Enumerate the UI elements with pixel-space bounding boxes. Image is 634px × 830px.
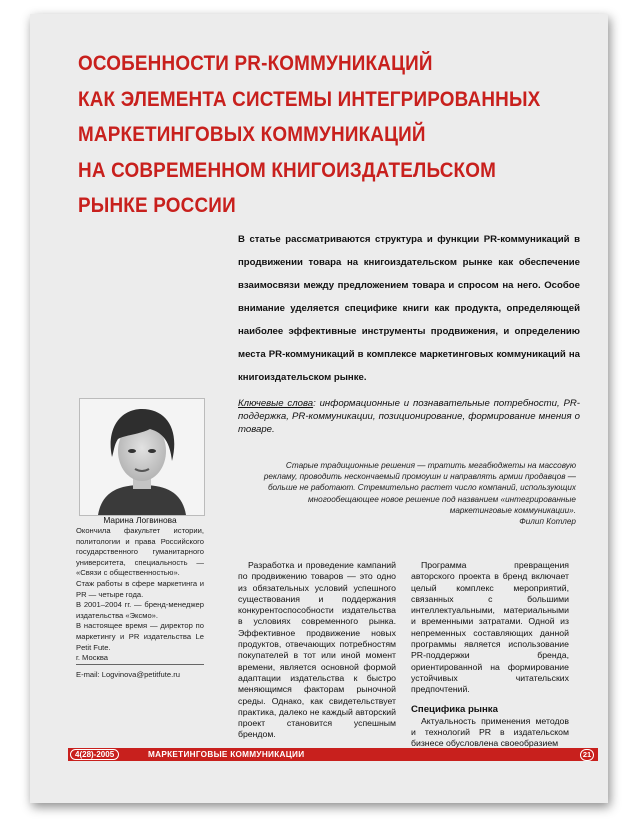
author-bio xyxy=(76,526,204,664)
author-portrait-image xyxy=(80,399,204,515)
issue-number: 4(28)-2005 xyxy=(70,749,119,760)
title-line: РЫНКЕ РОССИИ xyxy=(78,194,236,217)
author-name: Марина Логвинова xyxy=(103,515,177,525)
body-column-1 xyxy=(238,560,396,741)
paragraph: Программа превращения авторского проекта в бренд включает целый комплекс мероприятий, связанных с большими интеллектуальными, материальными и временными затратами. Одной из непременных составляющих данной программы является использование PR-поддержки бренда, ориентированной на формирование устойчивых читательских предпочтений. xyxy=(411,560,569,695)
abstract: В статье рассматриваются структура и функции PR-коммуникаций в продвижении товара на книгоиздательском рынке как обеспечение взаимосвязи между предложением товара и спросом на него. Особое внимание уделяется специфике книги как продукта, определяющей наиболее эффективные инструменты продвижения, и определению места PR-коммуникаций в комплексе маркетинговых коммуникаций на книгоиздательском рынке. xyxy=(238,234,580,383)
article-title xyxy=(78,46,546,224)
bio-line: Стаж работы в сфере маркетинга и PR — четыре года. xyxy=(76,578,204,599)
magazine-page xyxy=(30,14,608,803)
keywords-text: : информационные и познавательные потребности, PR-поддержка, PR-коммуникации, позиционирование, формирование мнения о товаре. xyxy=(238,398,580,435)
keywords-label: Ключевые слова xyxy=(238,398,314,409)
epigraph-text: Старые традиционные решения — тратить мегабюджеты на массовую рекламу, проводить нескончаемый промоушн и направлять армии продавцов — больше не работают. Стремительно растет число компаний, использующих многообещающее новое решение под названием «интегрированные маркетинговые коммуникации». xyxy=(263,461,576,515)
epigraph-author: Филип Котлер xyxy=(519,517,576,527)
keywords xyxy=(238,397,580,436)
body-column-2 xyxy=(411,560,569,750)
bio-line: В настоящее время — директор по маркетингу и PR издательства Le Petit Fute. xyxy=(76,621,204,652)
bio-divider xyxy=(76,664,204,665)
footer-bar xyxy=(68,748,598,761)
page-number: 21 xyxy=(580,749,594,761)
bio-line: В 2001–2004 гг. — бренд-менеджер издательства «Эксмо». xyxy=(76,600,204,620)
bio-line: г. Москва xyxy=(76,653,108,663)
author-photo xyxy=(79,398,205,516)
title-line: МАРКЕТИНГОВЫХ КОММУНИКАЦИЙ xyxy=(78,123,426,146)
bio-line: Окончила факультет истории, политологии и права Российского государственного гуманитарного университета, специальность — «Связи с общественностью». xyxy=(76,526,204,578)
paragraph: Актуальность применения методов и технологий PR в издательском бизнесе обусловлена своеобразием xyxy=(411,715,569,749)
paragraph: Разработка и проведение кампаний по продвижению товаров — это одно из обязательных условий успешного существования и поддержания конкурентоспособности издательства в условиях современного рынка. Эффективное продвижение новых продуктов, отвечающих потребностям покупателей в тот или иной момент времени, является основной формой адаптации издательства к быстро меняющимся факторам рыночной среды. Однако, как свидетельствует практика, далеко не каждый авторский проект становится успешным брендом. xyxy=(238,560,396,740)
title-line: НА СОВРЕМЕННОМ КНИГОИЗДАТЕЛЬСКОМ xyxy=(78,158,497,182)
title-line: КАК ЭЛЕМЕНТА СИСТЕМЫ ИНТЕГРИРОВАННЫХ xyxy=(78,87,541,111)
epigraph xyxy=(256,460,576,527)
rubric-title: МАРКЕТИНГОВЫЕ КОММУНИКАЦИИ xyxy=(148,750,305,759)
title-line: ОСОБЕННОСТИ PR-КОММУНИКАЦИЙ xyxy=(78,52,433,75)
section-heading: Специфика рынка xyxy=(411,703,498,715)
author-email: E-mail: Logvinova@petitfute.ru xyxy=(76,670,180,679)
